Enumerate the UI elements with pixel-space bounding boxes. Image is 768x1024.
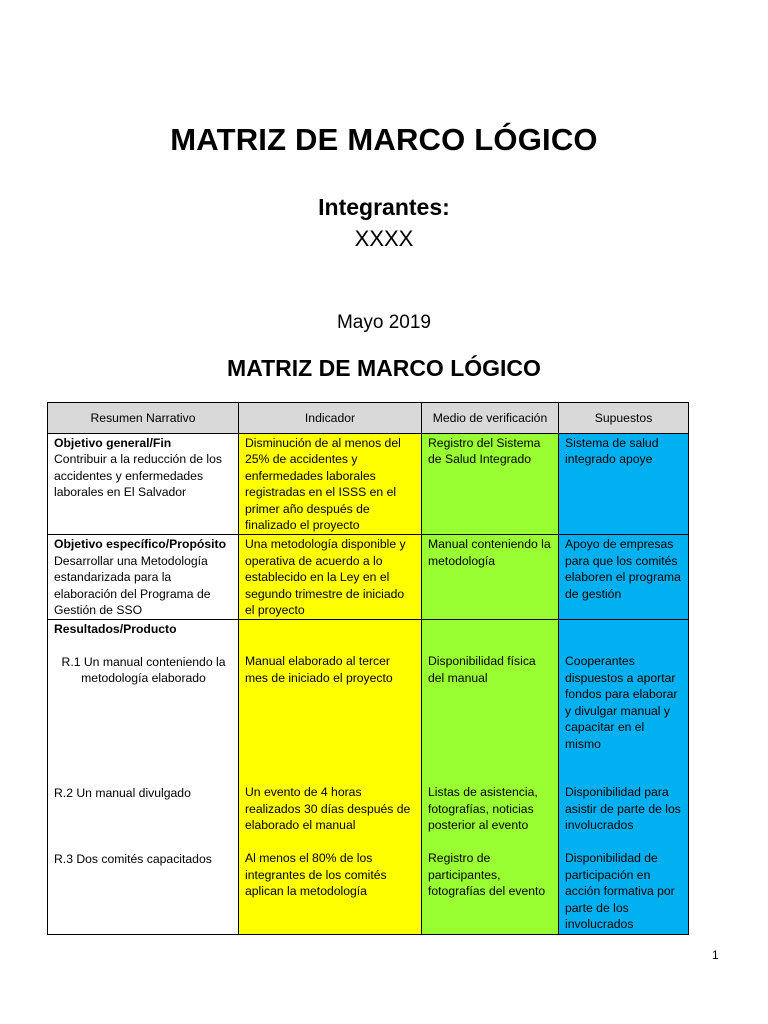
members-label: Integrantes: (318, 194, 450, 220)
members-value: XXXX (354, 226, 414, 251)
cell-verification (422, 620, 559, 934)
result-2-narrative: R.2 Un manual divulgado (54, 785, 191, 800)
result-3-narrative: R.3 Dos comités capacitados (54, 851, 212, 866)
document-date: Mayo 2019 (336, 312, 431, 333)
result-3-indicator: Al menos el 80% de los integrantes de los comités aplican la metodología (245, 851, 387, 899)
cell-verification: Registro del Sistema de Salud Integrado (422, 434, 559, 535)
narrative-text: Contribuir a la reducción de los accidentes y enfermedades laborales en El Salvador (54, 452, 223, 500)
row-heading: Resultados/Producto (54, 622, 177, 637)
header-indicator: Indicador (239, 403, 422, 434)
cell-assumptions: Apoyo de empresas para que los comités elaboren el programa de gestión (559, 535, 689, 620)
table-row-results (48, 620, 689, 934)
result-1-verification: Disponibilidad física del manual (428, 654, 536, 685)
cell-assumptions (559, 620, 689, 934)
result-1-assumptions: Cooperantes dispuestos a aportar fondos para elaborar y divulgar manual y capacitar en el mismo (565, 654, 678, 751)
cell-indicator: Disminución de al menos del 25% de accidentes y enfermedades laborales registradas en el ISSS en el primer año después de finalizado el proyecto (239, 434, 422, 535)
cell-indicator: Una metodología disponible y operativa de acuerdo a lo establecido en la Ley en el segundo trimestre de iniciado el proyecto (239, 535, 422, 620)
cell-assumptions: Sistema de salud integrado apoye (559, 434, 689, 535)
table-row-specific-objective (48, 535, 689, 620)
logical-framework-table (47, 402, 689, 935)
page-number: 1 (712, 948, 719, 962)
table-header-row (48, 403, 689, 434)
cell-indicator (239, 620, 422, 934)
header-verification-means: Medio de verificación (422, 403, 559, 434)
cell-verification: Manual conteniendo la metodología (422, 535, 559, 620)
cell-narrative (48, 620, 239, 934)
result-1-narrative: R.1 Un manual conteniendo la metodología elaborado (61, 654, 226, 686)
header-narrative-summary: Resumen Narrativo (48, 403, 239, 434)
cell-narrative (48, 535, 239, 620)
result-2-assumptions: Disponibilidad para asistir de parte de los involucrados (565, 785, 681, 833)
result-1-indicator: Manual elaborado al tercer mes de iniciado el proyecto (245, 654, 393, 685)
result-2-verification: Listas de asistencia, fotografías, noticias posterior al evento (428, 785, 538, 833)
cell-narrative (48, 434, 239, 535)
result-3-assumptions: Disponibilidad de participación en acción formativa por parte de los involucrados (565, 851, 675, 932)
result-2-indicator: Un evento de 4 horas realizados 30 días después de elaborado el manual (245, 785, 411, 833)
table-title: MATRIZ DE MARCO LÓGICO (227, 355, 541, 381)
row-heading: Objetivo específico/Propósito (54, 537, 227, 552)
header-assumptions: Supuestos (559, 403, 689, 434)
document-title: MATRIZ DE MARCO LÓGICO (170, 122, 598, 157)
narrative-text: Desarrollar una Metodología estandarizada para la elaboración del Programa de Gestión de SSO (54, 553, 211, 618)
table-row-general-objective (48, 434, 689, 535)
result-3-verification: Registro de participantes, fotografías del evento (428, 851, 546, 899)
row-heading: Objetivo general/Fin (54, 436, 172, 450)
